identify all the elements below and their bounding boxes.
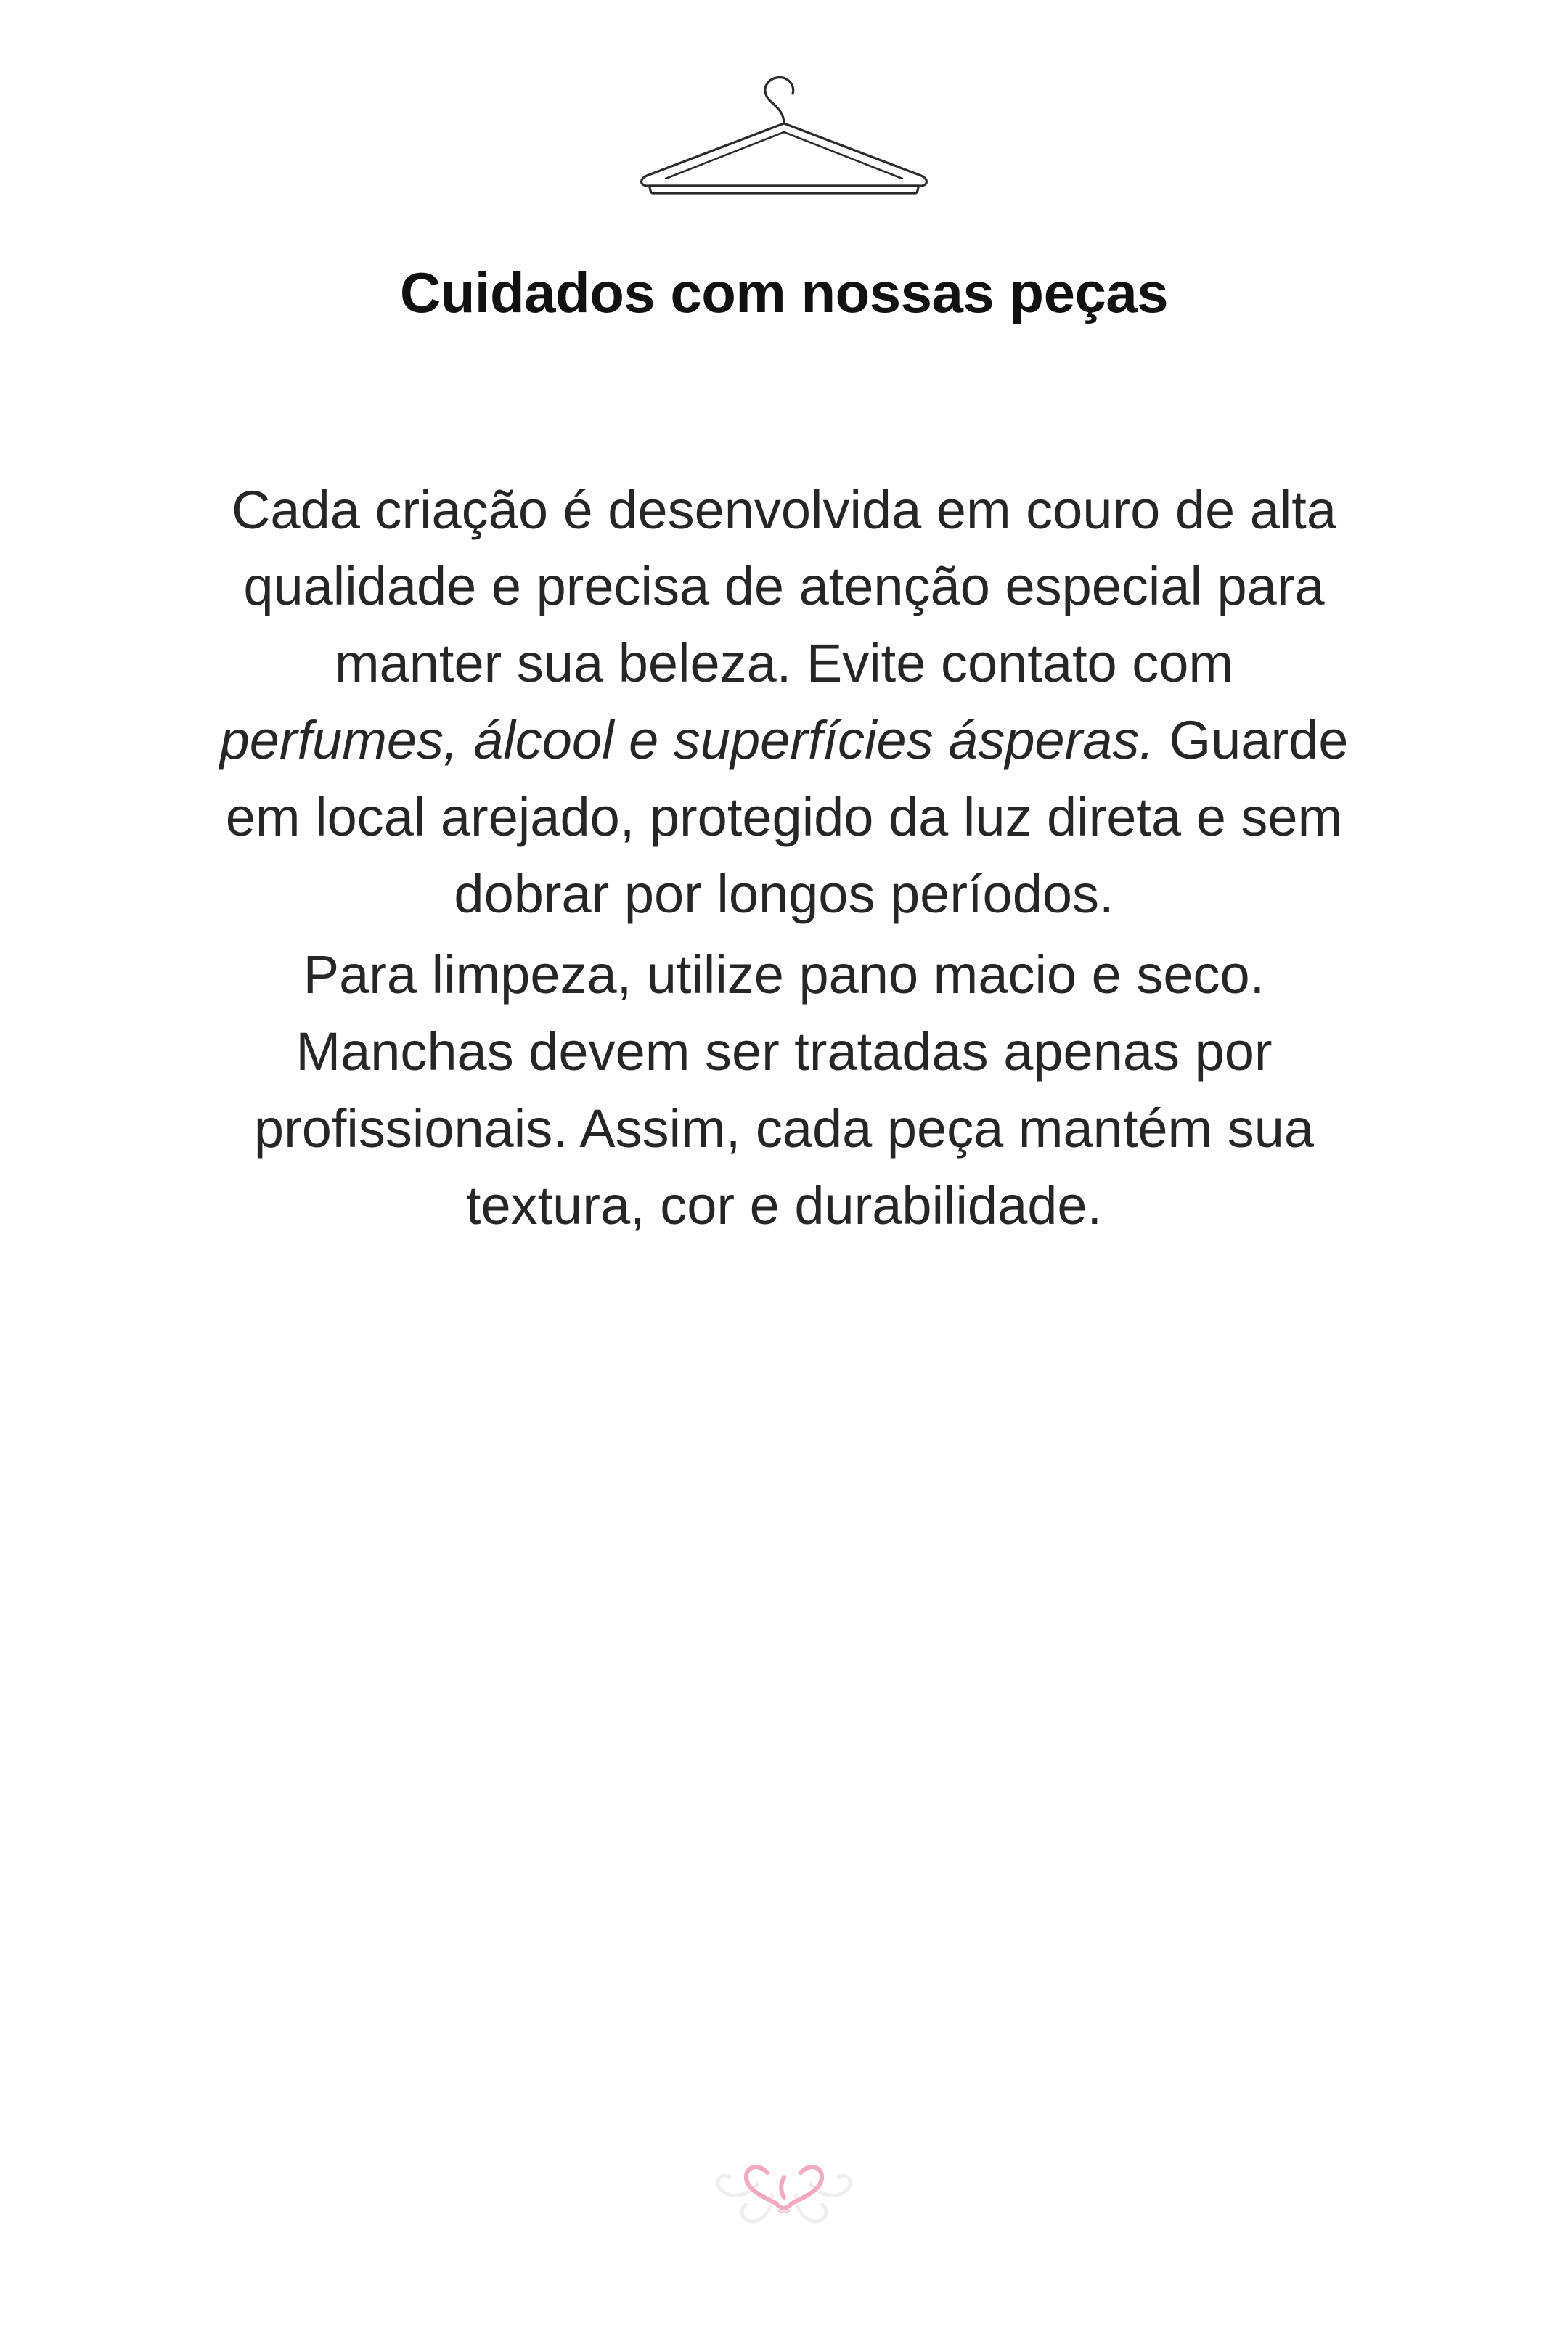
clothes-hanger-icon xyxy=(628,70,940,237)
paragraph-care-cleaning xyxy=(218,936,1350,1244)
text-segment: Para limpeza, utilize pano macio e seco. Manchas devem ser tratadas apenas por profissionais. Assim, cada peça mantém sua textura, cor e durabilidade. xyxy=(253,944,1315,1236)
care-instructions-text xyxy=(218,472,1350,1244)
floral-logo-mark-icon xyxy=(690,2136,878,2245)
paragraph-care-intro xyxy=(218,472,1350,933)
text-segment-emphasis: perfumes, álcool e superfícies ásperas. xyxy=(219,710,1155,771)
text-segment: Guarde em local arejado, protegido da luz direta e sem dobrar por longos períodos. xyxy=(225,710,1349,924)
text-segment: Cada criação é desenvolvida em couro de alta qualidade e precisa de atenção especial para manter sua beleza. Evite contato com xyxy=(231,479,1337,694)
page-title: Cuidados com nossas peças xyxy=(399,261,1169,324)
